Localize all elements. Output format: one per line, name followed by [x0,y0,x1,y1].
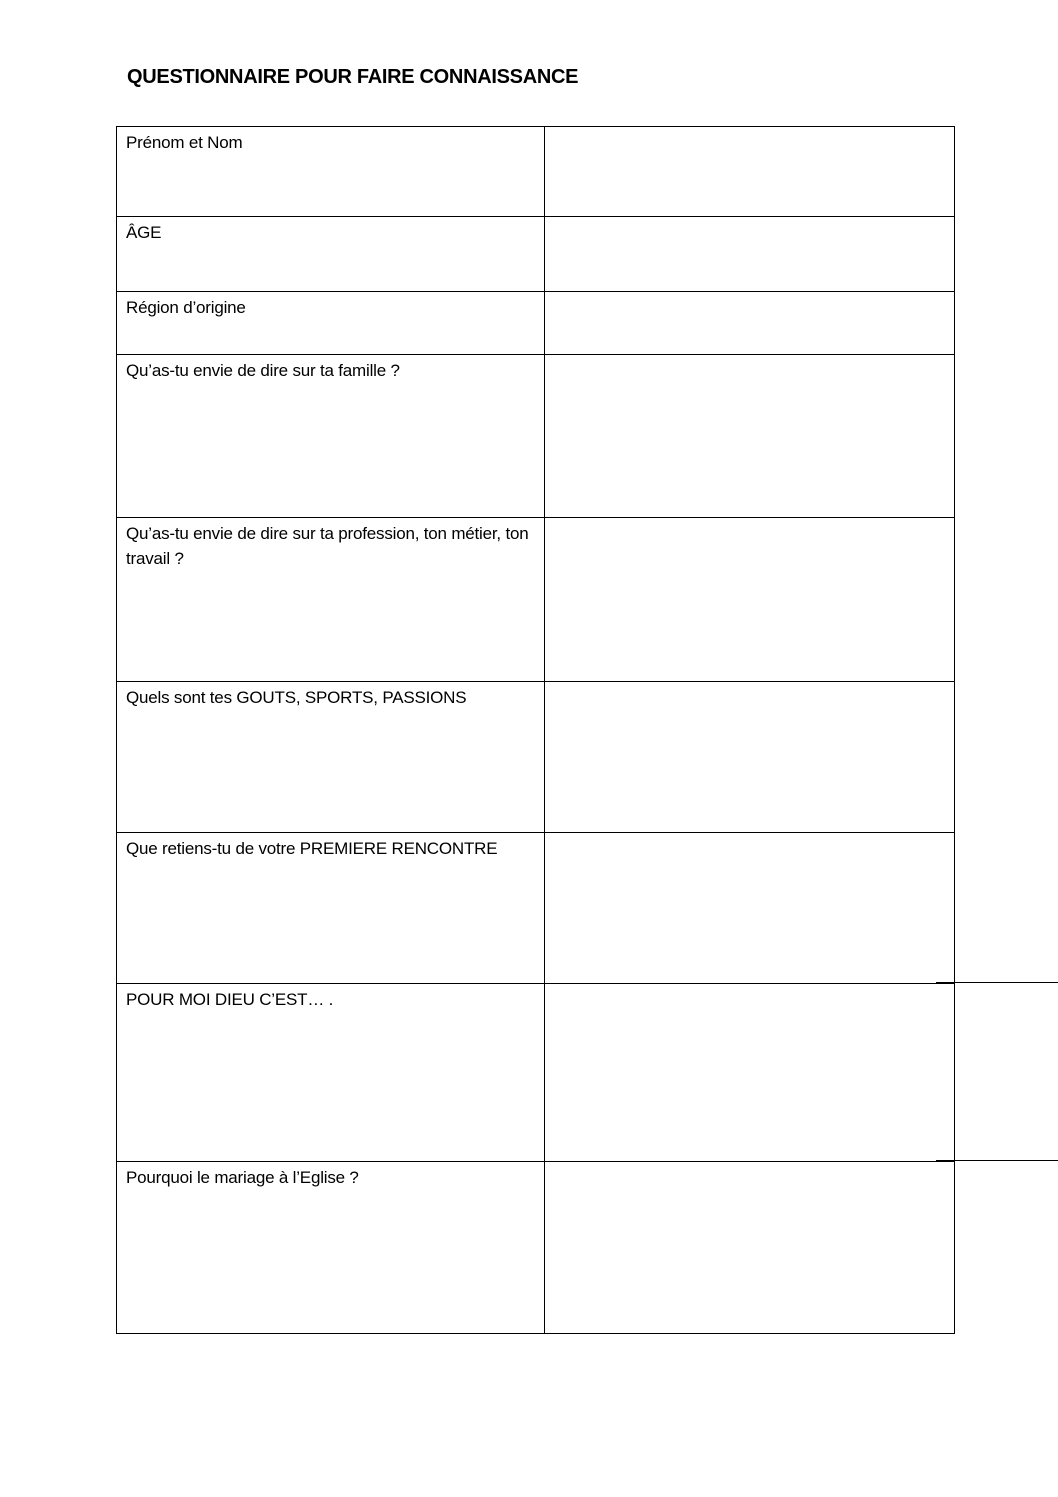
question-profession: Qu’as-tu envie de dire sur ta profession, ton métier, ton travail ? [117,518,545,682]
question-hobbies: Quels sont tes GOUTS, SPORTS, PASSIONS [117,682,545,833]
table-row [117,682,955,833]
document-title: QUESTIONNAIRE POUR FAIRE CONNAISSANCE [127,66,579,88]
answer-first-meeting-field[interactable] [545,833,955,984]
question-age: ÂGE [117,217,545,292]
table-row [117,292,955,355]
question-god: POUR MOI DIEU C’EST… . [117,984,545,1162]
table-border-extension [936,982,1058,983]
question-name: Prénom et Nom [117,127,545,217]
table-row [117,1162,955,1334]
table-row [117,833,955,984]
table-row [117,127,955,217]
question-family: Qu’as-tu envie de dire sur ta famille ? [117,355,545,518]
answer-family-field[interactable] [545,355,955,518]
table-row [117,984,955,1162]
question-church-wedding: Pourquoi le mariage à l’Eglise ? [117,1162,545,1334]
table-row [117,518,955,682]
table-row [117,217,955,292]
question-first-meeting: Que retiens-tu de votre PREMIERE RENCONTRE [117,833,545,984]
question-region: Région d’origine [117,292,545,355]
answer-god-field[interactable] [545,984,955,1162]
answer-region-field[interactable] [545,292,955,355]
answer-age-field[interactable] [545,217,955,292]
table-row [117,355,955,518]
answer-profession-field[interactable] [545,518,955,682]
answer-church-wedding-field[interactable] [545,1162,955,1334]
questionnaire-table [116,126,955,1334]
answer-name-field[interactable] [545,127,955,217]
answer-hobbies-field[interactable] [545,682,955,833]
table-border-extension [936,1160,1058,1161]
